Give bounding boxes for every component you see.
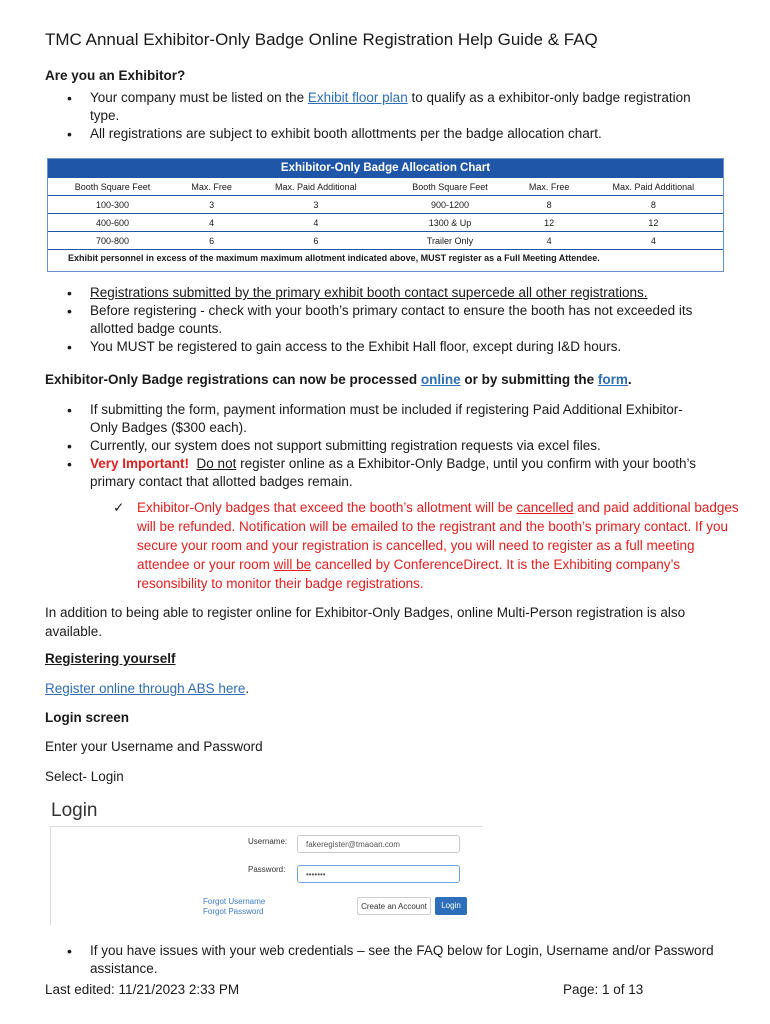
list-item: • You MUST be registered to gain access to the Exhibit Hall floor, except during I&D hours. — [45, 338, 725, 356]
create-account-button[interactable]: Create an Account — [357, 897, 431, 915]
table-cell: 12 — [515, 214, 584, 232]
page-title: TMC Annual Exhibitor-Only Badge Online Registration Help Guide & FAQ — [45, 30, 598, 49]
login-screenshot-title: Login — [51, 800, 98, 821]
processing-bullets — [45, 401, 725, 491]
table-cell: 4 — [246, 214, 385, 232]
column-header: Booth Square Feet — [48, 178, 177, 196]
credentials-bullets — [45, 942, 725, 978]
bullet-text: If submitting the form, payment information must be included if registering Paid Additional Exhibitor- — [90, 402, 683, 417]
bullet-text: assistance. — [90, 961, 158, 976]
table-cell: 900-1200 — [385, 196, 514, 214]
cancellation-warning — [113, 498, 747, 593]
table-row — [48, 214, 723, 232]
list-item — [45, 89, 725, 125]
warning-text: Exhibitor-Only badges that exceed the booth’s allotment will be — [137, 500, 517, 515]
table-cell: 100-300 — [48, 196, 177, 214]
bullet-text: Only Badges ($300 each). — [90, 420, 247, 435]
table-cell: 4 — [584, 232, 723, 250]
login-step-1: Enter your Username and Password — [45, 739, 263, 754]
login-screen-heading: Login screen — [45, 710, 130, 725]
warning-text: cancelled by ConferenceDirect. It is the Exhibiting company’s resonsibility to monitor their badge registrations. — [137, 557, 681, 591]
table-cell: 4 — [177, 214, 246, 232]
bullet-text: register online as a Exhibitor-Only Badge, until you confirm with your booth’s — [236, 456, 697, 471]
exhibitor-heading: Are you an Exhibitor? — [45, 68, 186, 83]
checkmark-icon: ✓ — [113, 500, 125, 515]
table-cell: 1300 & Up — [385, 214, 514, 232]
cancelled-text: cancelled — [516, 500, 574, 515]
column-header: Max. Paid Additional — [246, 178, 385, 196]
column-header: Max. Paid Additional — [584, 178, 723, 196]
column-header: Max. Free — [177, 178, 246, 196]
allocation-table — [48, 178, 723, 250]
link-period: . — [245, 681, 250, 696]
register-link-line — [45, 680, 249, 698]
column-header: Booth Square Feet — [385, 178, 514, 196]
exhibit-floor-plan-link[interactable]: Exhibit floor plan — [307, 90, 408, 105]
list-item: • Currently, our system does not support submitting registration requests via excel files. — [45, 437, 725, 455]
login-screenshot — [50, 826, 483, 925]
list-item: • All registrations are subject to exhibit booth allottments per the badge allocation chart. — [45, 125, 725, 143]
bullet-text: allotted badge counts. — [90, 321, 223, 336]
table-cell: 3 — [246, 196, 385, 214]
exhibitor-bullets — [45, 89, 725, 143]
table-cell: 12 — [584, 214, 723, 232]
paragraph-text: In addition to being able to register online for Exhibitor-Only Badges, online Multi-Person registration is also — [45, 605, 686, 620]
password-field[interactable]: ••••••• — [297, 865, 460, 883]
allocation-chart — [47, 158, 724, 272]
do-not-text: Do not — [196, 456, 237, 471]
table-header-row — [48, 178, 723, 196]
table-cell: 8 — [515, 196, 584, 214]
chart-title: Exhibitor-Only Badge Allocation Chart — [48, 159, 723, 178]
forgot-username-link[interactable]: Forgot Username — [203, 897, 266, 906]
bullet-text: type. — [90, 108, 120, 123]
important-label: Very Important! — [90, 456, 190, 471]
form-link[interactable]: form — [597, 372, 628, 387]
warning-text: and paid additional badges will be refunded. Notification will be emailed to the registrant and the booth’s primary contact. If you secure your room and your registration is cancelled, you will need to register as a full meeting attendee or your room — [137, 500, 739, 572]
rules-bullets — [45, 284, 725, 356]
list-item — [45, 302, 725, 338]
table-cell: 6 — [246, 232, 385, 250]
table-row — [48, 196, 723, 214]
table-cell: 400-600 — [48, 214, 177, 232]
heading-text: . — [627, 372, 632, 387]
multi-person-paragraph — [45, 603, 735, 641]
table-cell: 8 — [584, 196, 723, 214]
heading-text: or by submitting the — [460, 372, 598, 387]
bullet-text: Before registering - check with your booth’s primary contact to ensure the booth has not exceeded its — [90, 303, 693, 318]
will-be-text: will be — [273, 557, 312, 572]
chart-note: Exhibit personnel in excess of the maximum maximum allotment indicated above, MUST register as a Full Meeting Attendee. — [68, 253, 600, 263]
login-step-2: Select- Login — [45, 769, 124, 784]
column-header: Max. Free — [515, 178, 584, 196]
list-item — [45, 942, 725, 978]
list-item — [45, 455, 725, 491]
table-cell: 700-800 — [48, 232, 177, 250]
processing-heading — [45, 372, 632, 387]
list-item — [45, 401, 725, 437]
table-cell: 6 — [177, 232, 246, 250]
bullet-text: Your company must be listed on the — [90, 90, 308, 105]
list-item: • Registrations submitted by the primary exhibit booth contact supercede all other registrations. — [45, 284, 725, 302]
login-button[interactable]: Login — [435, 897, 467, 915]
table-row — [48, 232, 723, 250]
bullet-text: If you have issues with your web credentials – see the FAQ below for Login, Username and/or Password — [90, 943, 714, 958]
bullet-text: to qualify as a exhibitor-only badge registration — [407, 90, 691, 105]
password-label: Password: — [248, 865, 286, 874]
table-cell: 3 — [177, 196, 246, 214]
online-link[interactable]: online — [420, 372, 461, 387]
forgot-password-link[interactable]: Forgot Password — [203, 907, 264, 916]
username-field[interactable]: fakeregister@tmaoan.com — [297, 835, 460, 853]
table-cell: 4 — [515, 232, 584, 250]
paragraph-text: available. — [45, 624, 103, 639]
username-label: Username: — [248, 837, 288, 846]
register-online-link[interactable]: Register online through ABS here — [45, 681, 246, 696]
page-number: Page: 1 of 13 — [563, 982, 644, 997]
heading-text: Exhibitor-Only Badge registrations can now be processed — [45, 372, 421, 387]
table-cell: Trailer Only — [385, 232, 514, 250]
bullet-text: primary contact that allotted badges remain. — [90, 474, 353, 489]
registering-heading: Registering yourself — [45, 651, 176, 666]
last-edited: Last edited: 11/21/2023 2:33 PM — [45, 982, 240, 997]
